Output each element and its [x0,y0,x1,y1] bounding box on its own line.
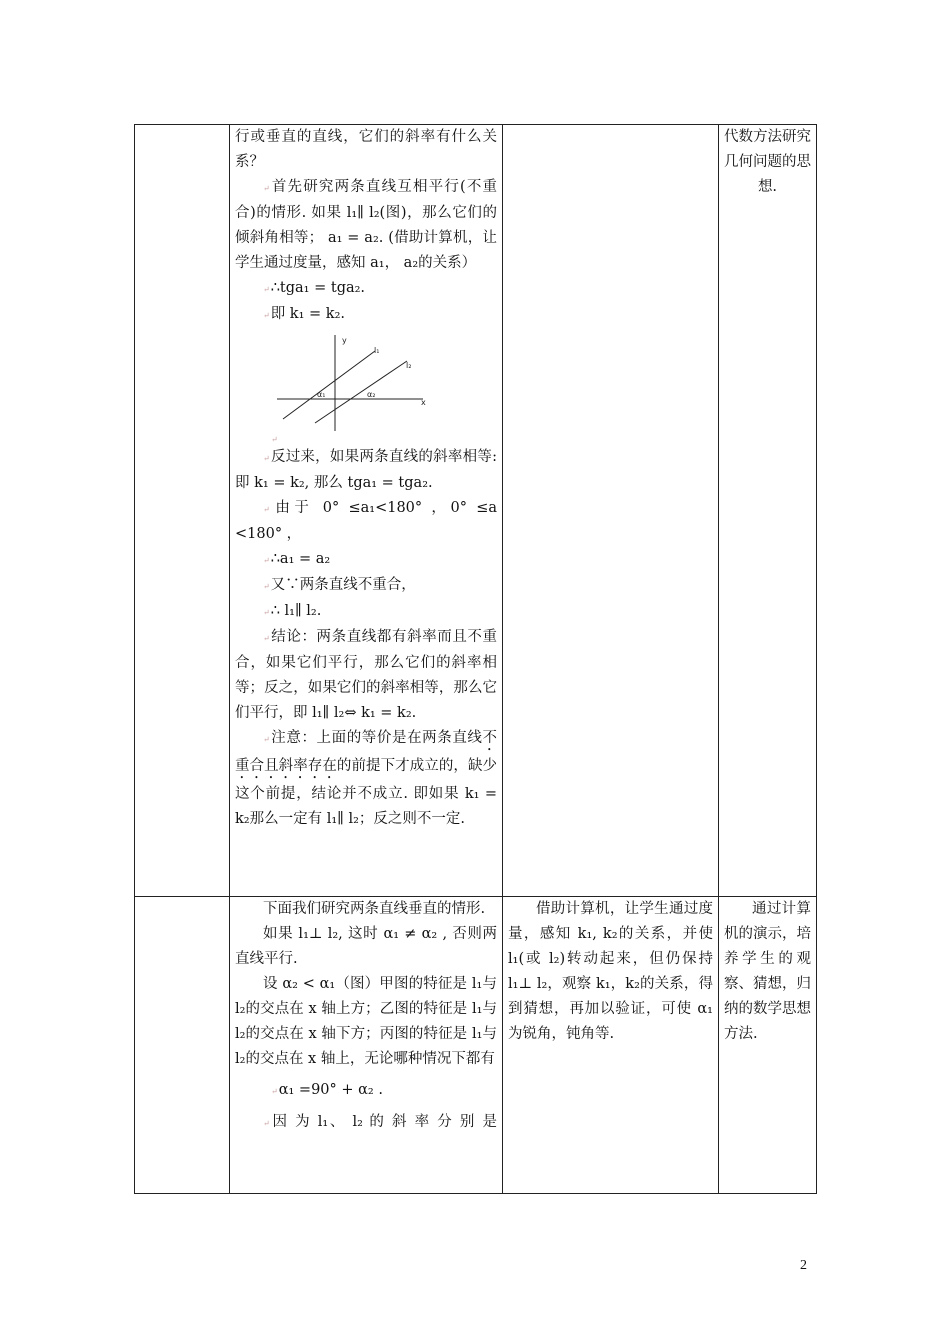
text-line: ↵又∵两条直线不重合， [263,577,416,593]
y-axis-label: y [342,336,347,345]
paragraph-mark-icon: ↵ [263,311,270,320]
alpha2-label: α₂ [367,390,376,399]
paragraph-mark-icon: ↵ [263,454,270,463]
purpose-text: 代数方法研究几何问题的思想. [724,129,811,195]
paragraph-mark-icon: ↵ [263,505,270,514]
page-number: 2 [800,1258,807,1273]
text-line [271,433,497,445]
paragraph-mark-icon: ↵ [271,1087,278,1096]
text-line: 设 α₂ < α₁（图）甲图的特征是 l₁与 l₂的交点在 x 轴上方；乙图的特征是 l₁与 l₂的交点在 x 轴下方；丙图的特征是 l₁与 l₂的交点在 x 轴上，无论哪种情况下都有 [235,976,497,1067]
paragraph-mark-icon: ↵ [263,735,270,744]
text-line: 行或垂直的直线，它们的斜率有什么关系？ [235,129,497,170]
text-line: ↵∴tga₁ = tga₂. [263,280,366,296]
text-line: ↵因 为 l₁、 l₂ 的 斜 率 分 别 是 [263,1114,497,1130]
l1-label: l₁ [374,346,380,355]
text-line: ↵∴ l₁∥ l₂. [263,603,322,619]
table-row [135,897,817,1194]
x-axis-label: x [421,398,426,407]
activity-cell [503,897,719,1194]
paragraph-mark-icon: ↵ [263,608,270,617]
lesson-table [134,124,817,1194]
blank-cell [503,125,719,897]
parallel-lines-figure [275,331,427,433]
paragraph-mark-icon: ↵ [263,1119,270,1128]
text-line: ↵即 k₁ = k₂. [263,306,345,322]
paragraph-mark-icon: ↵ [271,435,278,444]
text-line: ↵反过来，如果两条直线的斜率相等: 即 k₁ = k₂, 那么 tga₁ = tga₂. [235,449,497,491]
text-line: ↵∴a₁ = a₂ [263,551,331,567]
alpha1-label: α₁ [317,390,326,399]
activity-text: 借助计算机，让学生通过度量，感知 k₁, k₂的关系，并使 l₁(或 l₂)转动起来，但仍保持 l₁⊥ l₂，观察 k₁，k₂的关系，得到猜想，再加以验证，可使 α₁ 为锐角，钝角等. [508,901,713,1042]
text-line: 下面我们研究两条直线垂直的情形. [263,901,486,917]
purpose-text: 通过计算机的演示，培养学生的观察、猜想，归纳的数学思想方法. [724,901,811,1042]
paragraph-mark-icon: ↵ [263,556,270,565]
text-line: ↵由于 0° ≤a₁<180° ，0° ≤a <180° ， [235,500,497,542]
emphasized-text: 不重合且斜率存在 [235,730,497,774]
paragraph-mark-icon: ↵ [263,582,270,591]
content-cell [230,125,503,897]
blank-cell [135,125,230,897]
text-line: ↵结论：两条直线都有斜率而且不重合，如果它们平行，那么它们的斜率相等；反之，如果它们的斜率相等，那么它们平行，即 l₁∥ l₂⇔ k₁ = k₂. [235,629,497,721]
line-l2 [315,361,407,423]
formula-line: ↵α₁ =90° + α₂ . [271,1082,383,1098]
l2-label: l₂ [406,361,412,370]
paragraph-mark-icon: ↵ [263,285,270,294]
line-l1 [283,351,375,419]
content-cell [230,897,503,1194]
text-line: 如果 l₁⊥ l₂, 这时 α₁ ≠ α₂ , 否则两直线平行. [235,926,497,967]
text-line: ↵注意：上面的等价是在两条直线不重合且斜率存在的前提下才成立的，缺少这个前提，结论并不成立. 即如果 k₁ = k₂那么一定有 l₁∥ l₂；反之则不一定. [235,730,498,827]
paragraph-mark-icon: ↵ [263,184,270,193]
paragraph-mark-icon: ↵ [263,634,270,643]
purpose-cell [719,125,817,897]
table-row [135,125,817,897]
blank-cell [135,897,230,1194]
purpose-cell [719,897,817,1194]
text-line: ↵首先研究两条直线互相平行(不重合)的情形. 如果 l₁∥ l₂(图)，那么它们的倾斜角相等； a₁ = a₂. (借助计算机，让学生通过度量，感知 a₁， a₂的关系） [235,179,497,271]
